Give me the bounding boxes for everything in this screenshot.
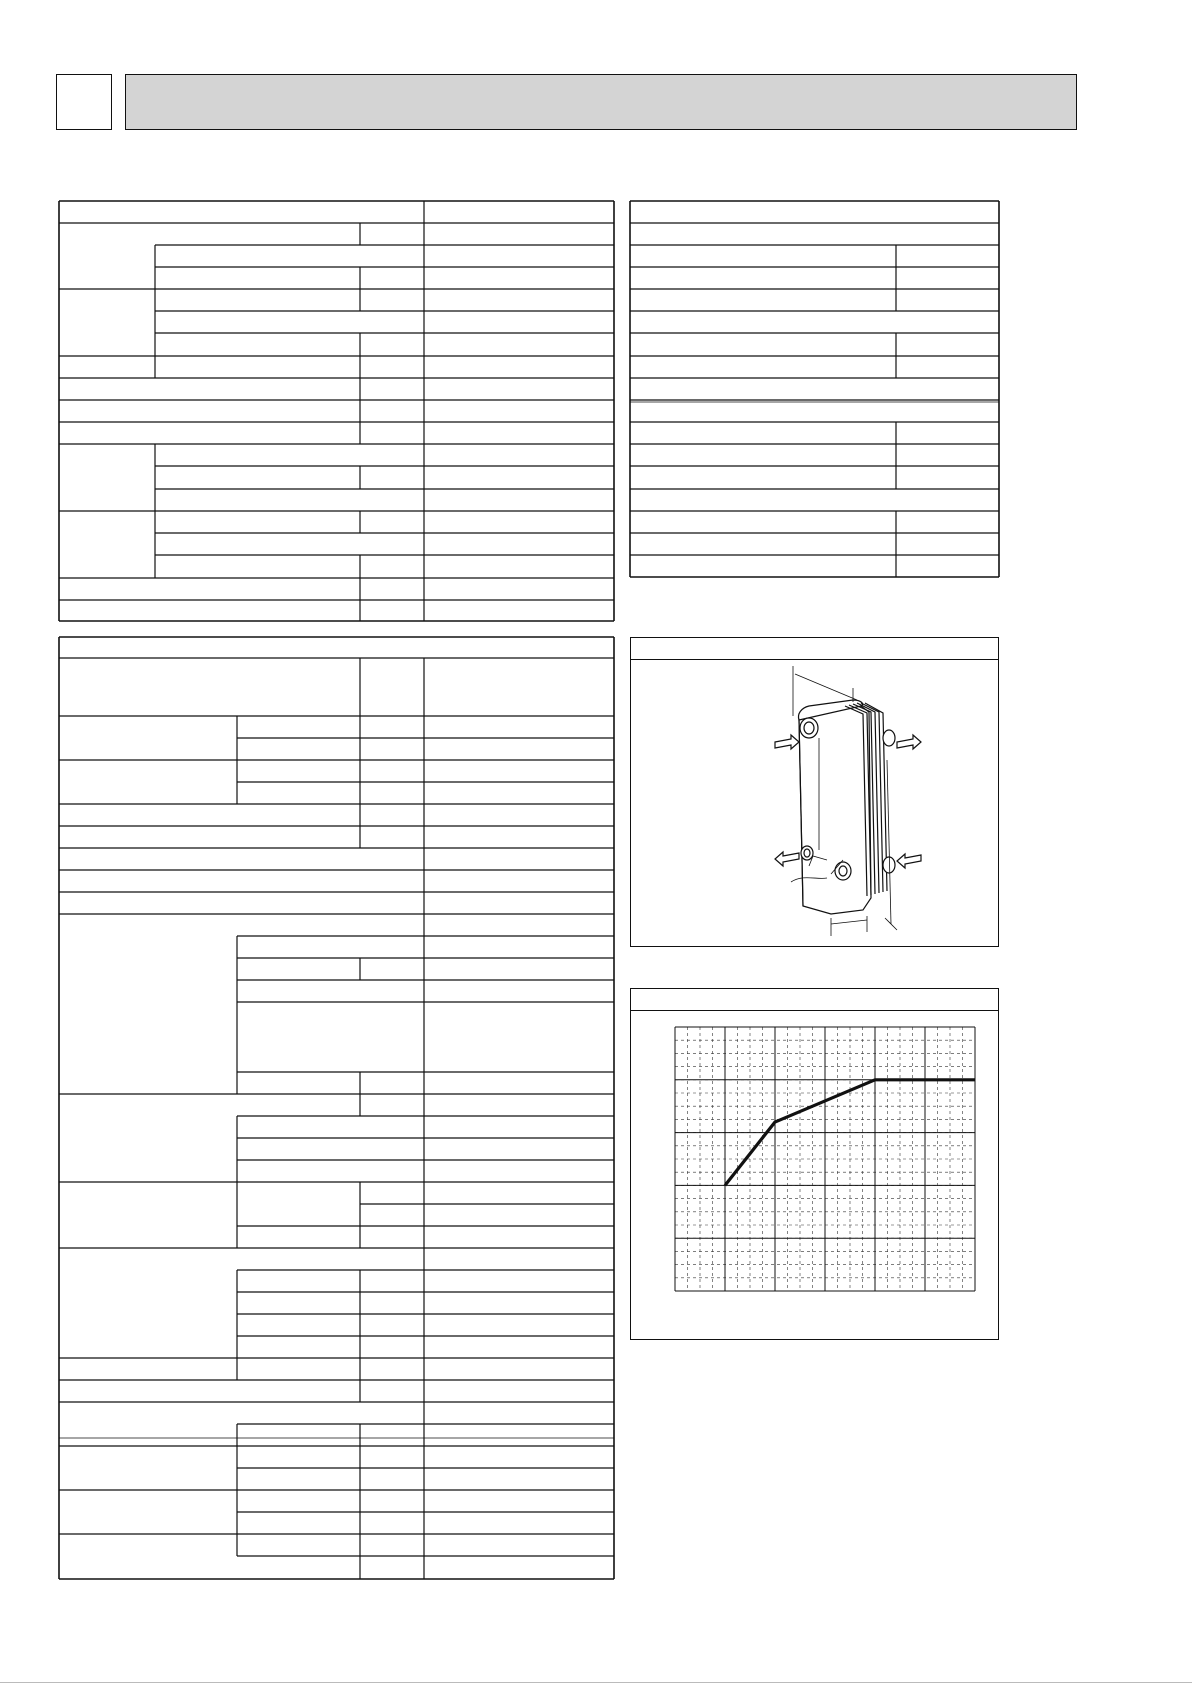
heat-exchanger-panel xyxy=(630,637,999,947)
spec-table-bottom xyxy=(59,637,614,1579)
footer-rule xyxy=(0,1682,1192,1683)
heat-exchanger-drawing xyxy=(631,660,997,944)
performance-chart xyxy=(631,1011,997,1337)
heat-exchanger-panel-header xyxy=(631,638,998,660)
performance-chart-panel-header xyxy=(631,989,998,1011)
spec-table-top xyxy=(59,201,614,621)
performance-chart-panel xyxy=(630,988,999,1340)
parts-table xyxy=(630,201,999,577)
